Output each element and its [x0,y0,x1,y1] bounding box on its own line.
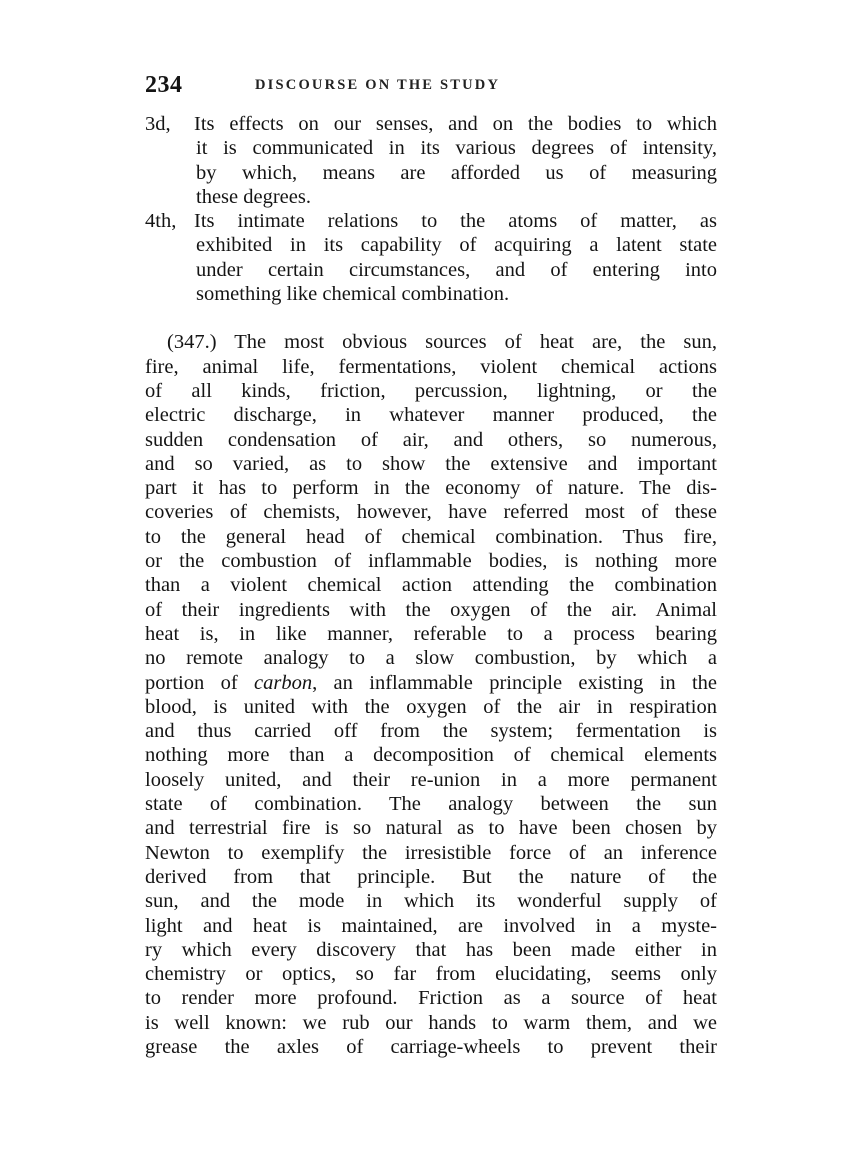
text-line: electric discharge, in whatever manner produced, the [145,404,717,427]
text-line: exhibited in its capability of acquiring a latent state [196,234,717,257]
text-line: grease the axles of carriage-wheels to prevent their [145,1035,717,1058]
text-line: something like chemical combination. [196,283,510,306]
text-line: is well known: we rub our hands to warm them, and we [145,1011,717,1034]
text-line: light and heat is maintained, are involved in a myste- [145,914,717,937]
text-line: state of combination. The analogy between the sun [145,793,717,816]
enumerated-list [145,112,717,306]
text-line: Its intimate relations to the atoms of matter, as [194,210,717,233]
text-line: nothing more than a decomposition of chemical elements [145,744,717,767]
text-line: to the general head of chemical combination. Thus fire, [145,525,717,548]
text-line: fire, animal life, fermentations, violent chemical actions [145,355,717,378]
text-line: sudden condensation of air, and others, so numerous, [145,428,717,451]
text-line: these degrees. [196,185,311,208]
text-line: to render more profound. Friction as a source of heat [145,987,717,1010]
text-line: coveries of chemists, however, have referred most of these [145,501,717,524]
text-line: heat is, in like manner, referable to a process bearing [145,622,717,645]
text-line: of their ingredients with the oxygen of the air. Animal [145,598,717,621]
text-line: and thus carried off from the system; fermentation is [145,720,717,743]
section-number: (347.) [167,331,217,354]
text-line: blood, is united with the oxygen of the air in respiration [145,695,717,718]
text-line: part it has to perform in the economy of nature. The dis- [145,477,717,500]
text-line: Newton to exemplify the irresistible force of an inference [145,841,717,864]
page-number: 234 [145,72,183,98]
list-item-3d [145,112,717,209]
text-line: than a violent chemical action attending the combination [145,574,717,597]
text-line: or the combustion of inflammable bodies, is nothing more [145,550,717,573]
list-label: 4th, [145,210,177,233]
text-line: loosely united, and their re-union in a more permanent [145,768,717,791]
text-line: sun, and the mode in which its wonderful supply of [145,890,717,913]
text-line: no remote analogy to a slow combustion, by which a [145,647,717,670]
running-head [145,62,717,96]
text-line [145,330,717,354]
text-line: of all kinds, friction, percussion, lightning, or the [145,379,717,402]
text-line: ry which every discovery that has been made either in [145,938,717,961]
paragraph-347 [145,330,717,1059]
running-title: DISCOURSE ON THE STUDY [255,77,501,93]
text-fragment: , an inflammable principle existing in the [312,671,718,694]
text-line: and terrestrial fire is so natural as to have been chosen by [145,817,717,840]
list-item-4th [145,209,717,306]
text-line: it is communicated in its various degrees of intensity, [196,137,717,160]
text-line: derived from that principle. But the nature of the [145,865,717,888]
text-fragment: portion of [145,671,254,694]
text-line: and so varied, as to show the extensive and important [145,452,717,475]
italic-term: carbon [254,671,313,694]
list-item-body [194,112,717,209]
text-line: under certain circumstances, and of entering into [196,258,717,281]
text-line-content: The most obvious sources of heat are, the sun, [234,331,717,354]
text-line: by which, means are afforded us of measuring [196,161,717,184]
text-line [145,671,717,695]
list-item-body [194,209,717,306]
book-page [145,62,717,1059]
list-label: 3d, [145,113,171,135]
text-line: chemistry or optics, so far from elucidating, seems only [145,963,717,986]
text-line: Its effects on our senses, and on the bodies to which [194,113,717,135]
